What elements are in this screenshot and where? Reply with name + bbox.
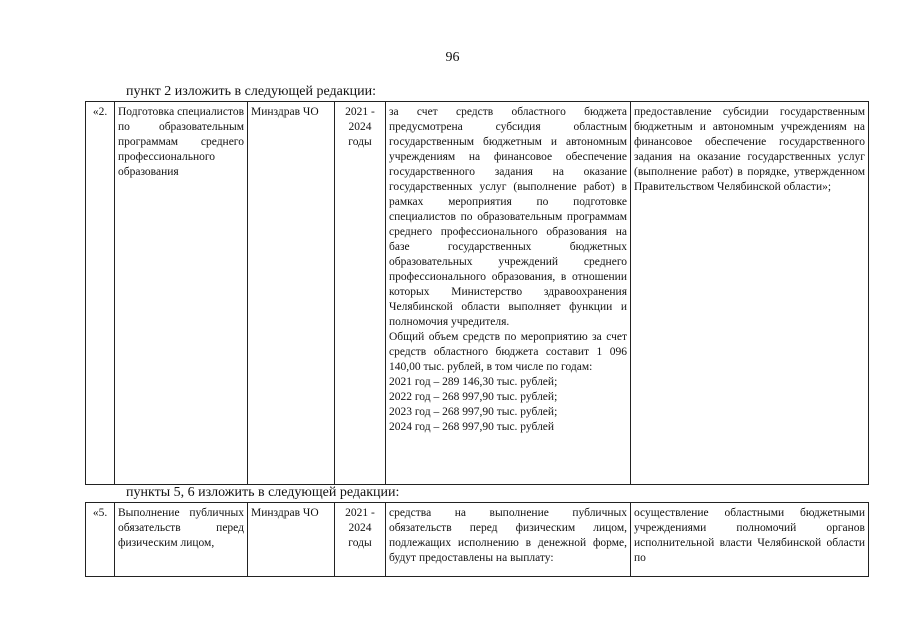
conditions-year-2022: 2022 год – 268 997,90 тыс. рублей; — [389, 391, 558, 403]
row-number: «2. — [86, 102, 115, 485]
conditions-year-2021: 2021 год – 289 146,30 тыс. рублей; — [389, 376, 558, 388]
expected-result: предоставление субсидии государственным бюджетным и автономным учреждениям на финансовое обеспечение государственного задания на оказание государственных услуг (выполнение работ) в порядке, утвержденном Правительством Челябинской области»; — [631, 102, 869, 485]
conditions-year-2024: 2024 год – 268 997,90 тыс. рублей — [389, 421, 555, 433]
table-row — [86, 102, 869, 485]
section-heading-items-5-6: пункты 5, 6 изложить в следующей редакции: — [126, 485, 400, 500]
measure-name: Подготовка специалистов по образовательным программам среднего профессионального образования — [115, 102, 248, 485]
section-heading-item-2: пункт 2 изложить в следующей редакции: — [126, 84, 376, 99]
measures-table-item-2 — [85, 101, 869, 485]
measure-name: Выполнение публичных обязательств перед физическим лицом, — [115, 503, 248, 577]
page-number: 96 — [445, 50, 460, 65]
conditions-paragraph: за счет средств областного бюджета предусмотрена субсидия областным государственным бюджетным и автономным учреждениям на финансовое обеспечение государственного задания на оказание государственных услуг (выполнение работ) в рамках мероприятия по подготовке специалистов по образовательным программам среднего профессионального образования на базе государственных бюджетных образовательных учреждений среднего профессионального образования, в отношении которых Министерство здравоохранения Челябинской области выполняет функции и полномочия учредителя. — [389, 106, 627, 328]
financing-conditions: средства на выполнение публичных обязательств перед физическим лицом, подлежащих исполнению в денежной форме, будут предоставлены на выплату: — [386, 503, 631, 577]
implementation-period: 2021 - 2024 годы — [335, 102, 386, 485]
financing-conditions — [386, 102, 631, 485]
executor: Минздрав ЧО — [248, 503, 335, 577]
executor: Минздрав ЧО — [248, 102, 335, 485]
row-number: «5. — [86, 503, 115, 577]
expected-result: осуществление областными бюджетными учреждениями полномочий органов исполнительной власти Челябинской области по — [631, 503, 869, 577]
conditions-total: Общий объем средств по мероприятию за счет средств областного бюджета составит 1 096 140,00 тыс. рублей, в том числе по годам: — [389, 331, 627, 373]
table-row — [86, 503, 869, 577]
implementation-period: 2021 - 2024 годы — [335, 503, 386, 577]
measures-table-items-5-6 — [85, 502, 869, 577]
conditions-year-2023: 2023 год – 268 997,90 тыс. рублей; — [389, 406, 558, 418]
